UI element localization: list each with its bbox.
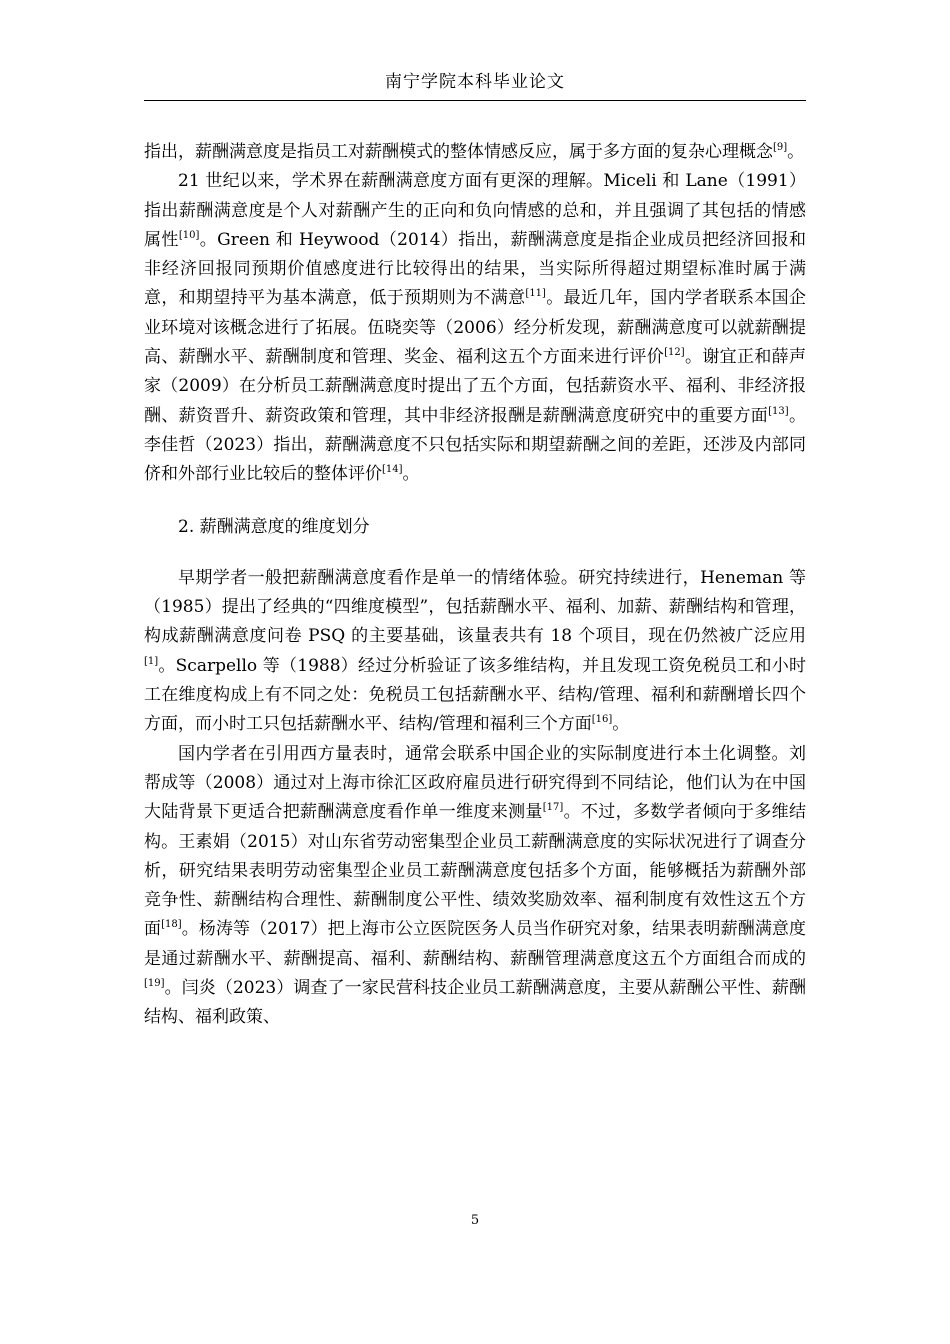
- text-run: 。: [787, 142, 805, 162]
- text-run: 。: [402, 464, 420, 485]
- paragraph-domestic-dimensions: [144, 740, 806, 1033]
- text-run: 。闫炎（2023）调查了一家民营科技企业员工薪酬满意度，主要从薪酬公平性、薪酬结构、福利政策、: [144, 978, 806, 1028]
- text-run: 早期学者一般把薪酬满意度看作是单一的情绪体验。研究持续进行，Heneman 等（1985）提出了经典的“四维度模型”，包括薪酬水平、福利、加薪、薪酬结构和管理，构成薪酬满意度问卷 PSQ 的主要基础，该量表共有 18 个项目，现在仍然被广泛应用: [144, 567, 806, 647]
- text-run: 指出，薪酬满意度是指员工对薪酬模式的整体情感反应，属于多方面的复杂心理概念: [144, 142, 773, 162]
- text-run: 21 世纪以来，学术界在薪酬满意度方面有更深的理解。Miceli 和 Lane（1991）指出薪酬满意度是个人对薪酬产生的正向和负向情感的总和，并且强调了其包括的情感属性: [144, 171, 806, 250]
- citation-ref: [13]: [768, 405, 789, 417]
- section-heading: 2. 薪酬满意度的维度划分: [178, 516, 370, 537]
- text-run: 。Scarpello 等（1988）经过分析验证了该多维结构，并且发现工资免税员工和小时工在维度构成上有不同之处：免税员工包括薪酬水平、结构/管理、福利和薪酬增长四个方面，而小时工只包括薪酬水平、结构/管理和福利三个方面: [144, 655, 806, 735]
- text-run: 。不过，多数学者倾向于多维结构。王素娟（2015）对山东省劳动密集型企业员工薪酬满意度的实际状况进行了调查分析，研究结果表明劳动密集型企业员工薪酬满意度包括多个方面，能够概括为薪酬外部竞争性、薪酬结构合理性、薪酬制度公平性、绩效奖励效率、福利制度有效性这五个方面: [144, 802, 806, 940]
- citation-ref: [14]: [382, 464, 403, 476]
- citation-ref: [10]: [178, 229, 200, 241]
- citation-ref: [9]: [773, 142, 788, 153]
- paragraph-definition-history: [144, 167, 806, 489]
- citation-ref: [11]: [525, 288, 546, 300]
- paragraph-continuation: [144, 138, 806, 167]
- text-run: 。谢宜正和薛声家（2009）在分析员工薪酬满意度时提出了五个方面，包括薪资水平、福利、非经济报酬、薪资晋升、薪资政策和管理，其中非经济报酬是薪酬满意度研究中的重要方面: [144, 347, 806, 426]
- text-run: 。杨涛等（2017）把上海市公立医院医务人员当作研究对象，结果表明薪酬满意度是通过薪酬水平、薪酬提高、福利、薪酬结构、薪酬管理满意度这五个方面组合而成的: [144, 919, 807, 969]
- paragraph-western-dimensions: [144, 564, 806, 740]
- page-number: 5: [470, 1213, 480, 1228]
- text-run: 。李佳哲（2023）指出，薪酬满意度不只包括实际和期望薪酬之间的差距，还涉及内部同侪和外部行业比较后的整体评价: [144, 405, 807, 485]
- text-run: 。最近几年，国内学者联系本国企业环境对该概念进行了拓展。伍晓奕等（2006）经分析发现，薪酬满意度可以就薪酬提高、薪酬水平、薪酬制度和管理、奖金、福利这五个方面来进行评价: [144, 288, 807, 368]
- header-divider: [144, 100, 806, 101]
- text-run: 国内学者在引用西方量表时，通常会联系中国企业的实际制度进行本土化调整。刘帮成等（2008）通过对上海市徐汇区政府雇员进行研究得到不同结论，他们认为在中国大陆背景下更适合把薪酬满意度看作单一维度来测量: [144, 743, 806, 823]
- citation-ref: [12]: [664, 347, 685, 359]
- text-run: 。Green 和 Heywood（2014）指出，薪酬满意度是指企业成员把经济回报和非经济回报同预期价值感度进行比较得出的结果，当实际所得超过期望标准时属于满意，和期望持平为基本满意，低于预期则为不满意: [144, 229, 807, 309]
- body-text: [144, 138, 806, 1033]
- running-header: 南宁学院本科毕业论文: [385, 72, 565, 92]
- citation-ref: [19]: [144, 978, 165, 990]
- text-run: 。: [612, 714, 630, 735]
- citation-ref: [1]: [144, 655, 159, 667]
- citation-ref: [18]: [161, 919, 182, 931]
- citation-ref: [17]: [542, 802, 564, 814]
- citation-ref: [16]: [591, 714, 613, 726]
